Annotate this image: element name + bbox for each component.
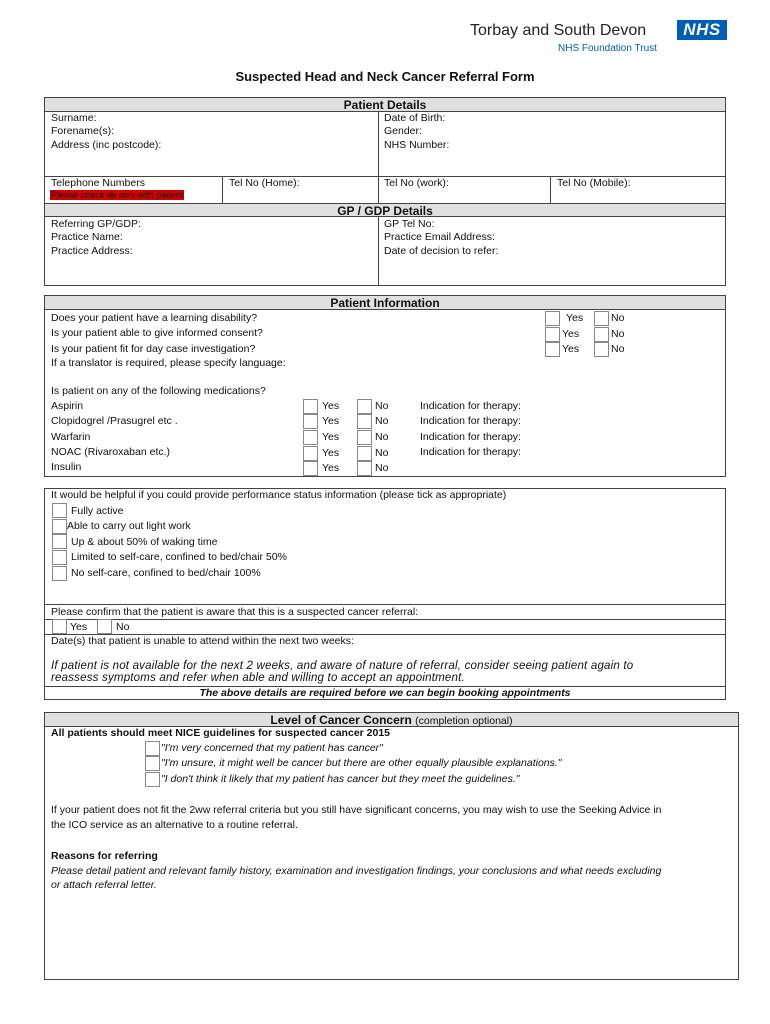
date-decision-label[interactable]: Date of decision to refer:	[384, 245, 499, 257]
fully-active-label: Fully active	[71, 505, 124, 517]
concern-heading-note: (completion optional)	[415, 715, 513, 727]
medication-clopidogrel: Clopidogrel /Prasugrel etc .	[51, 415, 178, 427]
consent-question: Is your patient able to give informed consent?	[51, 327, 263, 339]
light-work-checkbox[interactable]	[52, 519, 67, 534]
no-label: No	[611, 328, 625, 340]
daycase-yes-checkbox[interactable]	[545, 342, 560, 357]
yes-label: Yes	[322, 447, 340, 459]
no-selfcare-label: No self-care, confined to bed/chair 100%	[71, 567, 261, 579]
warfarin-yes-checkbox[interactable]	[303, 430, 318, 445]
no-label: No	[375, 462, 389, 474]
yes-label: Yes	[322, 400, 340, 412]
concern-heading-title: Level of Cancer Concern	[270, 713, 412, 727]
reasons-line2: or attach referral letter.	[51, 879, 157, 891]
yes-label: Yes	[322, 431, 340, 443]
medication-aspirin: Aspirin	[51, 400, 84, 412]
limited-selfcare-checkbox[interactable]	[52, 550, 67, 565]
practice-address-label[interactable]: Practice Address:	[51, 245, 133, 257]
gender-label[interactable]: Gender:	[384, 125, 422, 137]
consent-no-checkbox[interactable]	[594, 327, 609, 342]
medication-warfarin: Warfarin	[51, 431, 91, 443]
consent-yes-checkbox[interactable]	[545, 327, 560, 342]
concern-very-label: "I'm very concerned that my patient has cancer"	[161, 742, 383, 754]
gp-details-heading: GP / GDP Details	[45, 203, 725, 217]
forenames-label[interactable]: Forename(s):	[51, 125, 115, 137]
aware-no-checkbox[interactable]	[97, 619, 112, 634]
dob-label[interactable]: Date of Birth:	[384, 112, 446, 124]
no-label: No	[611, 343, 625, 355]
nhs-logo: NHS	[677, 20, 727, 40]
patient-details-heading: Patient Details	[45, 98, 725, 112]
indication-label[interactable]: Indication for therapy:	[420, 446, 521, 458]
up-about-label: Up & about 50% of waking time	[71, 536, 218, 548]
form-title: Suspected Head and Neck Cancer Referral Form	[235, 69, 535, 84]
daycase-question: Is your patient fit for day case investigation?	[51, 343, 256, 355]
daycase-no-checkbox[interactable]	[594, 342, 609, 357]
no-label: No	[375, 400, 389, 412]
gp-tel-label[interactable]: GP Tel No:	[384, 218, 435, 230]
aspirin-no-checkbox[interactable]	[357, 399, 372, 414]
aspirin-yes-checkbox[interactable]	[303, 399, 318, 414]
practice-name-label[interactable]: Practice Name:	[51, 231, 123, 243]
medication-insulin: Insulin	[51, 461, 82, 473]
no-label: No	[611, 312, 625, 324]
yes-label: Yes	[562, 343, 580, 355]
insulin-yes-checkbox[interactable]	[303, 461, 318, 476]
required-note: The above details are required before we can begin booking appointments	[199, 687, 571, 699]
learning-disability-question: Does your patient have a learning disability?	[51, 312, 258, 324]
fully-active-checkbox[interactable]	[52, 503, 67, 518]
concern-unlikely-label: "I don't think it likely that my patient has cancer but they meet the guidelines."	[161, 773, 520, 785]
dates-unable-label[interactable]: Date(s) that patient is unable to attend within the next two weeks:	[51, 635, 354, 647]
translator-question[interactable]: If a translator is required, please specify language:	[51, 357, 286, 369]
limited-selfcare-label: Limited to self-care, confined to bed/chair 50%	[71, 551, 287, 563]
no-selfcare-checkbox[interactable]	[52, 566, 67, 581]
performance-intro: It would be helpful if you could provide performance status information (please tick as appropriate)	[51, 489, 507, 501]
concern-unsure-label: "I'm unsure, it might well be cancer but there are other equally plausible explanations."	[161, 757, 562, 769]
up-about-checkbox[interactable]	[52, 534, 67, 549]
patient-info-heading: Patient Information	[45, 296, 725, 310]
awareness-confirm: Please confirm that the patient is aware that this is a suspected cancer referral:	[51, 606, 419, 618]
no-label: No	[116, 621, 130, 633]
noac-no-checkbox[interactable]	[357, 446, 372, 461]
trust-name: Torbay and South Devon	[470, 22, 647, 39]
tel-warning: Please check tel no's with patient	[51, 190, 184, 200]
yes-label: Yes	[562, 328, 580, 340]
insulin-no-checkbox[interactable]	[357, 461, 372, 476]
surname-label[interactable]: Surname:	[51, 112, 97, 124]
learning-no-checkbox[interactable]	[594, 311, 609, 326]
no-label: No	[375, 431, 389, 443]
concern-unlikely-checkbox[interactable]	[145, 772, 160, 787]
concern-heading	[45, 713, 738, 727]
indication-label[interactable]: Indication for therapy:	[420, 415, 521, 427]
yes-label: Yes	[70, 621, 88, 633]
tel-mobile-label[interactable]: Tel No (Mobile):	[557, 177, 631, 189]
indication-label[interactable]: Indication for therapy:	[420, 431, 521, 443]
no-label: No	[375, 415, 389, 427]
trust-subtitle: NHS Foundation Trust	[558, 43, 657, 54]
concern-very-checkbox[interactable]	[145, 741, 160, 756]
medication-noac: NOAC (Rivaroxaban etc.)	[51, 446, 171, 458]
address-label[interactable]: Address (inc postcode):	[51, 139, 162, 151]
learning-yes-checkbox[interactable]	[545, 311, 560, 326]
referring-gp-label[interactable]: Referring GP/GDP:	[51, 218, 141, 230]
no-label: No	[375, 447, 389, 459]
tel-work-label[interactable]: Tel No (work):	[384, 177, 449, 189]
warfarin-no-checkbox[interactable]	[357, 430, 372, 445]
availability-note-line2: reassess symptoms and refer when able and willing to accept an appointment.	[51, 672, 465, 684]
yes-label: Yes	[322, 415, 340, 427]
advice-line2: the ICO service as an alternative to a routine referral.	[51, 819, 298, 831]
nhs-number-label[interactable]: NHS Number:	[384, 139, 450, 151]
telephone-numbers-label: Telephone Numbers	[51, 177, 145, 189]
reasons-textarea[interactable]	[46, 894, 736, 978]
clopidogrel-yes-checkbox[interactable]	[303, 414, 318, 429]
indication-label[interactable]: Indication for therapy:	[420, 400, 521, 412]
clopidogrel-no-checkbox[interactable]	[357, 414, 372, 429]
reasons-heading: Reasons for referring	[51, 850, 158, 862]
medications-question: Is patient on any of the following medications?	[51, 385, 266, 397]
noac-yes-checkbox[interactable]	[303, 446, 318, 461]
aware-yes-checkbox[interactable]	[52, 619, 67, 634]
advice-line1: If your patient does not fit the 2ww referral criteria but you still have significant concerns, you may wish to use the Seeking Advice in	[51, 804, 662, 816]
yes-label: Yes	[566, 312, 584, 324]
practice-email-label[interactable]: Practice Email Address:	[384, 231, 495, 243]
nice-guidelines: All patients should meet NICE guidelines for suspected cancer 2015	[51, 727, 391, 739]
reasons-line1: Please detail patient and relevant family history, examination and investigation findings, your conclusions and what needs excluding	[51, 865, 662, 877]
tel-home-label[interactable]: Tel No (Home):	[229, 177, 300, 189]
availability-note-line1: If patient is not available for the next 2 weeks, and aware of nature of referral, consider seeing patient again to	[51, 660, 634, 672]
yes-label: Yes	[322, 462, 340, 474]
concern-unsure-checkbox[interactable]	[145, 756, 160, 771]
light-work-label: Able to carry out light work	[67, 520, 191, 532]
